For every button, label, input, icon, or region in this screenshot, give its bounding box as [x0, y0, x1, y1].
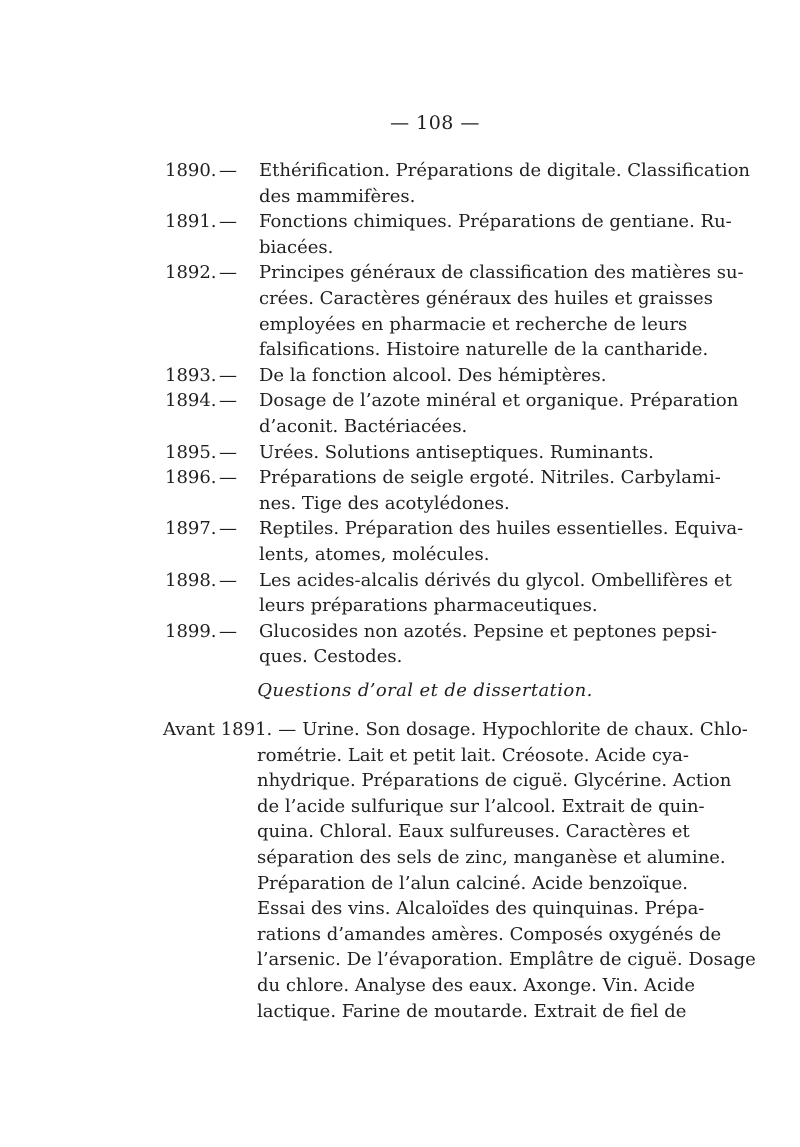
entry-line: Dosage de l’azote minéral et organique. Préparation	[259, 390, 739, 412]
entry-line: Ethérification. Préparations de digitale. Classification	[259, 160, 751, 181]
entry-line: d’aconit. Bactériacées.	[259, 415, 468, 437]
avant-line: quina. Chloral. Eaux sulfureuses. Caractères et	[257, 821, 690, 843]
entry-line: lents, atomes, molécules.	[259, 543, 490, 565]
entry-year: 1890.	[165, 160, 217, 181]
avant-line: de l’acide sulfurique sur l’alcool. Extrait de quin-	[257, 795, 705, 817]
entry-1899	[165, 619, 717, 670]
entry-dash: —	[219, 441, 237, 463]
entry-year: 1895.	[165, 441, 217, 463]
entry-year: 1899.	[165, 620, 217, 642]
entry-line: ques. Cestodes.	[259, 646, 403, 668]
avant-continuation	[163, 743, 756, 1025]
entry-line: crées. Caractères généraux des huiles et graisses	[259, 287, 713, 309]
entry-year: 1898.	[165, 569, 217, 591]
avant-line: l’arsenic. De l’évaporation. Emplâtre de ciguë. Dosage	[257, 949, 756, 971]
avant-line: rométrie. Lait et petit lait. Créosote. Acide cya-	[257, 744, 689, 766]
entry-year: 1897.	[165, 518, 217, 540]
entry-1890	[165, 158, 751, 209]
entry-text	[259, 440, 697, 466]
entry-year: 1894.	[165, 390, 217, 412]
avant-line: du chlore. Analyse des eaux. Axonge. Vin. Acide	[257, 974, 696, 996]
entry-line: Reptiles. Préparation des huiles essentielles. Equiva-	[259, 518, 744, 540]
entry-line: falsifications. Histoire naturelle de la cantharide.	[259, 339, 709, 361]
entry-dash: —	[219, 518, 237, 540]
entry-dash: —	[219, 467, 237, 489]
avant-line: nhydrique. Préparations de ciguë. Glycérine. Action	[257, 770, 732, 792]
entry-line: biacées.	[259, 236, 334, 258]
entry-year: 1893.	[165, 364, 217, 386]
entry-1893	[165, 363, 697, 389]
entry-dash: —	[219, 364, 237, 386]
entry-text	[259, 260, 744, 362]
entry-text	[259, 568, 732, 619]
entry-1898	[165, 568, 732, 619]
entry-text	[259, 619, 717, 670]
entry-text	[259, 363, 697, 389]
entry-line: De la fonction alcool. Des hémiptères.	[259, 364, 607, 386]
entry-line: Glucosides non azotés. Pepsine et peptones pepsi-	[259, 620, 717, 642]
entry-dash: —	[219, 390, 237, 412]
entry-line: employées en pharmacie et recherche de leurs	[259, 313, 688, 335]
entry-1891	[165, 209, 732, 260]
entry-line: Principes généraux de classification des matières su-	[259, 262, 744, 284]
section-heading: Questions d’oral et de dissertation.	[257, 680, 593, 701]
entry-dash: —	[219, 262, 237, 284]
entry-dash: —	[219, 211, 237, 233]
entry-year: 1896.	[165, 467, 217, 489]
entry-1896	[165, 465, 721, 516]
entry-dash: —	[219, 569, 237, 591]
avant-line: séparation des sels de zinc, manganèse et alumine.	[257, 846, 726, 868]
entry-line: des mammifères.	[259, 185, 416, 207]
entry-year: 1891.	[165, 211, 217, 233]
avant-line: Essai des vins. Alcaloïdes des quinquinas. Prépa-	[257, 898, 705, 920]
entry-line: Fonctions chimiques. Préparations de gentiane. Ru-	[259, 211, 732, 233]
entry-dash: —	[219, 160, 237, 181]
entry-1894	[165, 388, 739, 439]
avant-line: Préparation de l’alun calciné. Acide benzoïque.	[257, 872, 689, 894]
avant-dash: —	[278, 719, 297, 740]
entry-line: nes. Tige des acotylédones.	[259, 492, 510, 514]
entry-text	[259, 158, 750, 209]
avant-heading-line	[163, 717, 748, 743]
avant-line: rations d’amandes amères. Composés oxygénés de	[257, 923, 722, 945]
entry-line: leurs préparations pharmaceutiques.	[259, 595, 598, 617]
entry-text	[259, 209, 732, 260]
entry-line: Urées. Solutions antiseptiques. Ruminants.	[259, 441, 654, 463]
year-entries-list	[165, 158, 751, 670]
entry-text	[259, 516, 743, 567]
entry-line: Préparations de seigle ergoté. Nitriles. Carbylami-	[259, 467, 721, 489]
entry-line: Les acides-alcalis dérivés du glycol. Ombellifères et	[259, 569, 732, 591]
avant-1891-entry	[163, 717, 756, 1024]
entry-text	[259, 465, 721, 516]
entry-text	[259, 388, 738, 439]
avant-first-line: Urine. Son dosage. Hypochlorite de chaux. Chlo-	[302, 719, 748, 740]
avant-line: lactique. Farine de moutarde. Extrait de fiel de	[257, 1000, 687, 1022]
avant-label: Avant 1891.	[163, 719, 273, 740]
entry-1895	[165, 440, 697, 466]
entry-dash: —	[219, 620, 237, 642]
page-number: — 108 —	[390, 112, 480, 134]
entry-year: 1892.	[165, 262, 217, 284]
entry-1892	[165, 260, 744, 362]
entry-1897	[165, 516, 744, 567]
